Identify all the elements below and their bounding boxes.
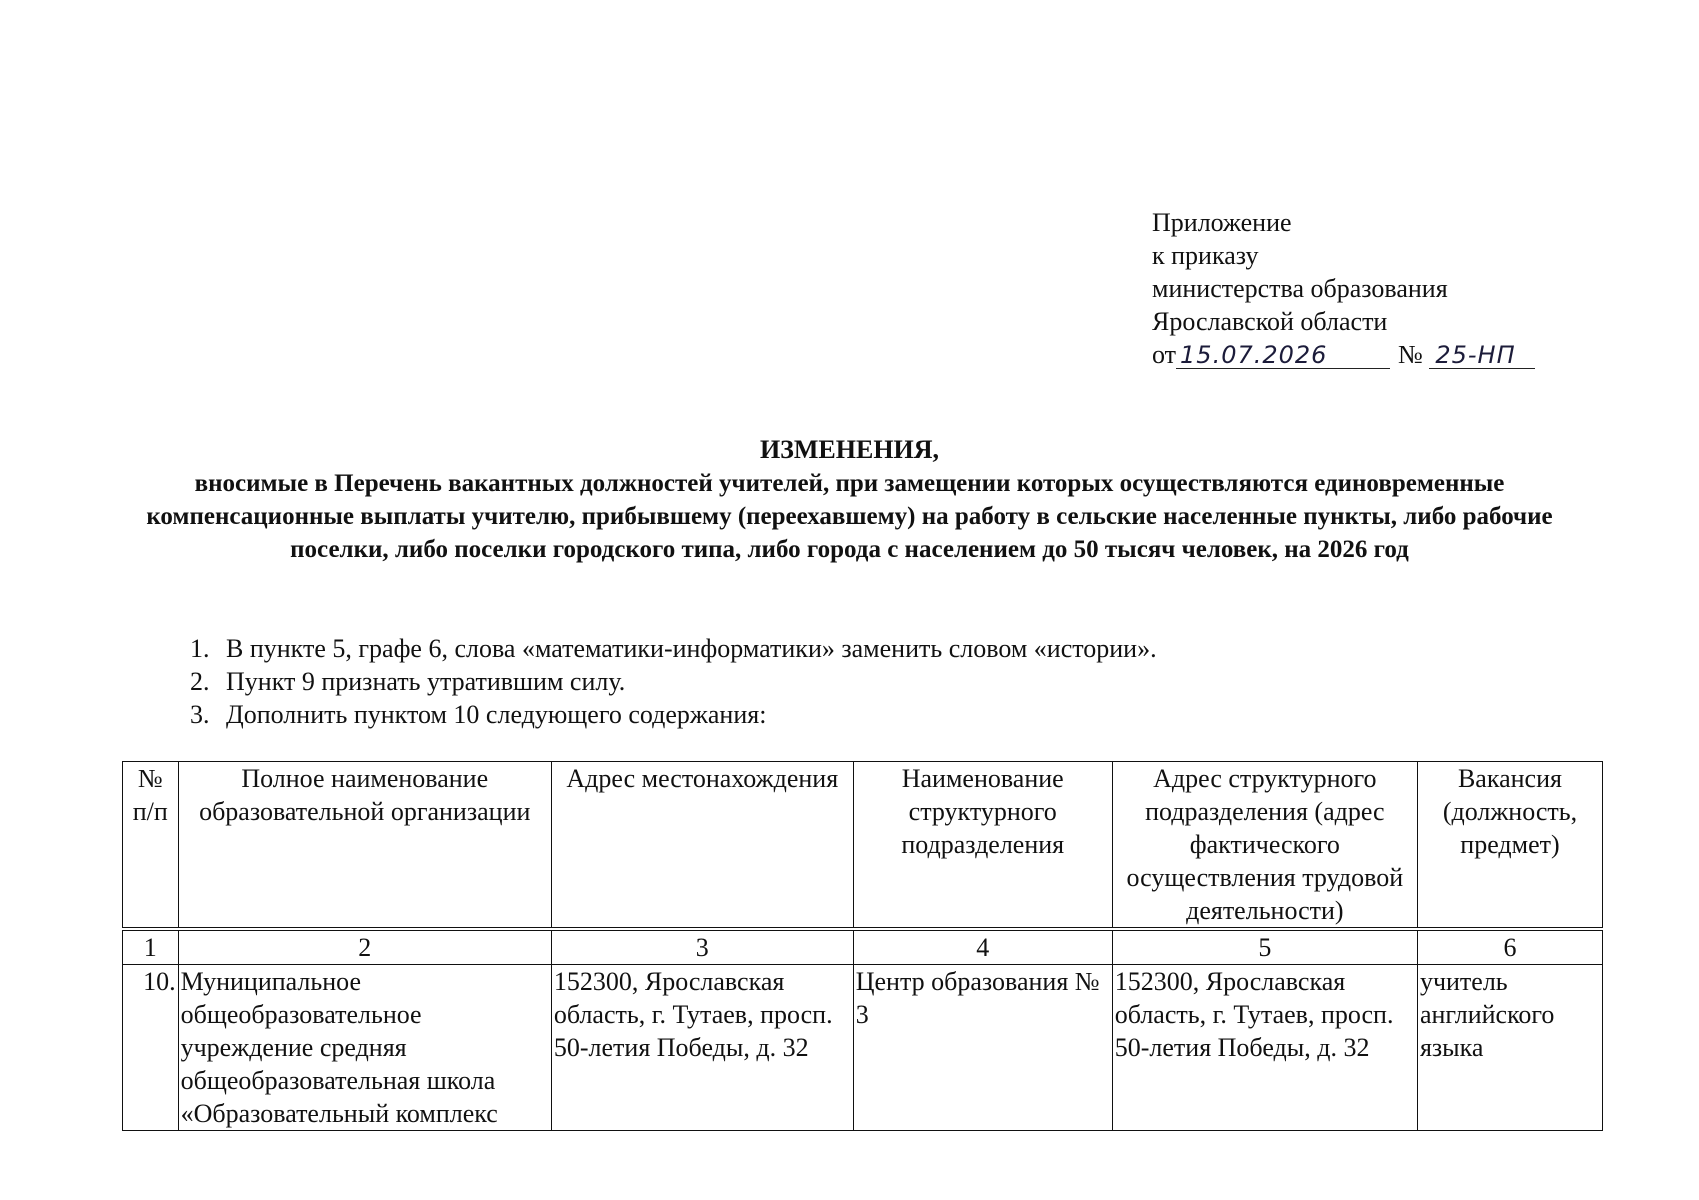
list-item bbox=[190, 632, 1157, 665]
unit-address: 152300, Ярославская область, г. Тутаев, просп. 50-летия Победы, д. 32 bbox=[1112, 965, 1417, 1131]
appendix-line: министерства образования bbox=[1152, 274, 1448, 303]
vacancy: учитель английского языка bbox=[1417, 965, 1602, 1131]
row-number: 10. bbox=[123, 965, 179, 1131]
column-number: 6 bbox=[1417, 929, 1602, 965]
column-header: № п/п bbox=[123, 762, 179, 930]
appendix-block bbox=[1152, 206, 1535, 371]
column-number: 1 bbox=[123, 929, 179, 965]
list-item bbox=[190, 698, 1157, 731]
column-number: 3 bbox=[551, 929, 853, 965]
column-header: Наименование структурного подразделения bbox=[853, 762, 1112, 930]
order-number: 25-НП bbox=[1429, 342, 1535, 369]
list-item-text: В пункте 5, графе 6, слова «математики-информатики» заменить словом «истории». bbox=[226, 634, 1157, 663]
list-item-number: 2. bbox=[190, 667, 210, 696]
column-number-row bbox=[123, 929, 1603, 965]
vacancies-table bbox=[122, 761, 1603, 1131]
list-item-number: 1. bbox=[190, 634, 210, 663]
table-header-row bbox=[123, 762, 1603, 930]
changes-list bbox=[190, 632, 1157, 731]
list-item-number: 3. bbox=[190, 700, 210, 729]
list-item-text: Дополнить пунктом 10 следующего содержания: bbox=[226, 700, 767, 729]
appendix-line: к приказу bbox=[1152, 241, 1259, 270]
from-label: от bbox=[1152, 340, 1177, 369]
list-item bbox=[190, 665, 1157, 698]
column-header: Адрес местонахождения bbox=[551, 762, 853, 930]
column-header: Полное наименование образовательной организации bbox=[178, 762, 551, 930]
appendix-line: Ярославской области bbox=[1152, 307, 1388, 336]
number-label: № bbox=[1398, 340, 1423, 369]
order-date: 15.07.2026 bbox=[1176, 342, 1390, 369]
order-reference bbox=[1152, 338, 1535, 371]
column-header: Вакансия (должность, предмет) bbox=[1417, 762, 1602, 930]
column-number: 2 bbox=[178, 929, 551, 965]
column-header: Адрес структурного подразделения (адрес фактического осуществления трудовой деятельности) bbox=[1112, 762, 1417, 930]
organization-name: Муниципальное общеобразовательное учреждение средняя общеобразовательная школа «Образовательный комплекс bbox=[178, 965, 551, 1131]
column-number: 5 bbox=[1112, 929, 1417, 965]
column-number: 4 bbox=[853, 929, 1112, 965]
organization-address: 152300, Ярославская область, г. Тутаев, просп. 50-летия Победы, д. 32 bbox=[551, 965, 853, 1131]
document-title: ИЗМЕНЕНИЯ, bbox=[759, 435, 940, 464]
document-subtitle: вносимые в Перечень вакантных должностей учителей, при замещении которых осуществляются единовременные компенсационные выплаты учителю, прибывшему (переехавшему) на работу в сельские населенные пункты, либо рабочие поселки, либо поселки городского типа, либо города с населением до 50 тысяч человек, на 2026 год bbox=[146, 470, 1553, 563]
unit-name: Центр образования № 3 bbox=[853, 965, 1112, 1131]
list-item-text: Пункт 9 признать утратившим силу. bbox=[226, 667, 626, 696]
table-row bbox=[123, 965, 1603, 1131]
appendix-line: Приложение bbox=[1152, 208, 1292, 237]
